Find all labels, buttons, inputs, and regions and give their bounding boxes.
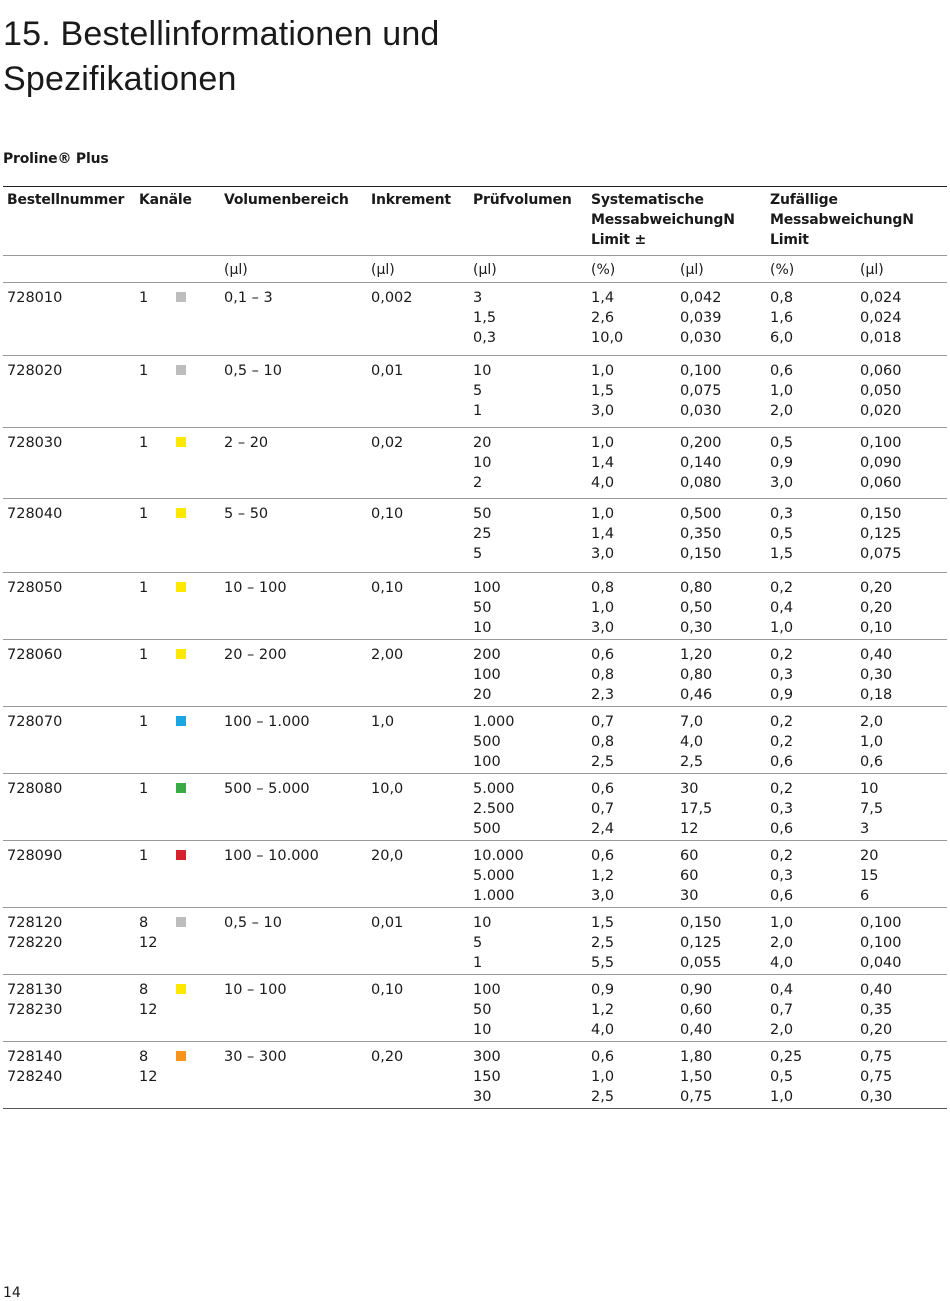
volume-range-cell: 20 – 200	[224, 647, 287, 663]
systematic-pct-cell: 1,0 1,4 4,0	[591, 435, 615, 491]
header-test-volume: Prüfvolumen	[473, 192, 572, 208]
random-ul-cell: 0,40 0,30 0,18	[860, 647, 893, 703]
test-volume-cell: 10 5 1	[473, 915, 492, 971]
order-number-cell: 728070	[7, 714, 63, 730]
increment-cell: 0,10	[371, 982, 404, 998]
increment-cell: 0,01	[371, 363, 404, 379]
test-volume-cell: 3 1,5 0,3	[473, 290, 497, 346]
test-volume-cell: 100 50 10	[473, 580, 501, 636]
color-code-swatch	[176, 716, 186, 726]
order-number-cell: 728030	[7, 435, 63, 451]
systematic-pct-cell: 0,7 0,8 2,5	[591, 714, 615, 770]
channels-cell: 1	[139, 363, 149, 379]
order-number-cell: 728120 728220	[7, 915, 63, 951]
color-code-swatch	[176, 437, 186, 447]
volume-range-cell: 5 – 50	[224, 506, 269, 522]
test-volume-cell: 1.000 500 100	[473, 714, 515, 770]
header-random-error: Zufällige MessabweichungN Limit	[770, 192, 914, 248]
random-pct-cell: 0,3 0,5 1,5	[770, 506, 794, 562]
systematic-pct-cell: 0,9 1,2 4,0	[591, 982, 615, 1038]
systematic-pct-cell: 0,6 0,7 2,4	[591, 781, 615, 837]
order-number-cell: 728040	[7, 506, 63, 522]
order-number-cell: 728050	[7, 580, 63, 596]
systematic-ul-cell: 1,20 0,80 0,46	[680, 647, 713, 703]
random-ul-cell: 0,024 0,024 0,018	[860, 290, 902, 346]
volume-range-cell: 10 – 100	[224, 580, 287, 596]
color-code-swatch	[176, 984, 186, 994]
systematic-ul-cell: 30 17,5 12	[680, 781, 713, 837]
header-increment: Inkrement	[371, 192, 451, 208]
volume-range-cell: 0,5 – 10	[224, 363, 282, 379]
random-ul-cell: 0,060 0,050 0,020	[860, 363, 902, 419]
order-number-cell: 728130 728230	[7, 982, 63, 1018]
channels-cell: 1	[139, 290, 149, 306]
random-ul-cell: 0,75 0,75 0,30	[860, 1049, 893, 1105]
test-volume-cell: 10 5 1	[473, 363, 492, 419]
random-pct-cell: 0,6 1,0 2,0	[770, 363, 794, 419]
volume-range-cell: 100 – 10.000	[224, 848, 319, 864]
unit-random-ul: (µl)	[860, 262, 884, 278]
volume-range-cell: 500 – 5.000	[224, 781, 310, 797]
random-pct-cell: 0,25 0,5 1,0	[770, 1049, 803, 1105]
unit-systematic-pct: (%)	[591, 262, 616, 278]
channels-cell: 8 12	[139, 915, 158, 951]
order-number-cell: 728140 728240	[7, 1049, 63, 1085]
increment-cell: 0,002	[371, 290, 413, 306]
table-body	[3, 283, 947, 1109]
increment-cell: 0,01	[371, 915, 404, 931]
table-row	[3, 707, 947, 774]
table-row	[3, 499, 947, 573]
increment-cell: 0,10	[371, 506, 404, 522]
increment-cell: 0,02	[371, 435, 404, 451]
header-systematic-error: Systematische MessabweichungN Limit ±	[591, 192, 735, 248]
test-volume-cell: 200 100 20	[473, 647, 501, 703]
random-ul-cell: 0,20 0,20 0,10	[860, 580, 893, 636]
random-ul-cell: 0,100 0,090 0,060	[860, 435, 902, 491]
unit-increment: (µl)	[371, 262, 395, 278]
channels-cell: 1	[139, 714, 149, 730]
unit-volume-range: (µl)	[224, 262, 248, 278]
channels-cell: 8 12	[139, 1049, 158, 1085]
channels-cell: 1	[139, 647, 149, 663]
unit-random-pct: (%)	[770, 262, 795, 278]
systematic-pct-cell: 0,6 1,2 3,0	[591, 848, 615, 904]
volume-range-cell: 0,5 – 10	[224, 915, 282, 931]
systematic-ul-cell: 0,200 0,140 0,080	[680, 435, 722, 491]
random-pct-cell: 0,8 1,6 6,0	[770, 290, 794, 346]
random-pct-cell: 0,4 0,7 2,0	[770, 982, 794, 1038]
random-ul-cell: 20 15 6	[860, 848, 879, 904]
random-pct-cell: 0,2 0,3 0,9	[770, 647, 794, 703]
random-pct-cell: 1,0 2,0 4,0	[770, 915, 794, 971]
color-code-swatch	[176, 917, 186, 927]
product-subtitle: Proline® Plus	[3, 151, 109, 167]
systematic-ul-cell: 0,500 0,350 0,150	[680, 506, 722, 562]
volume-range-cell: 30 – 300	[224, 1049, 287, 1065]
color-code-swatch	[176, 365, 186, 375]
random-pct-cell: 0,5 0,9 3,0	[770, 435, 794, 491]
table-row	[3, 428, 947, 499]
systematic-ul-cell: 60 60 30	[680, 848, 699, 904]
random-pct-cell: 0,2 0,2 0,6	[770, 714, 794, 770]
unit-test-volume: (µl)	[473, 262, 497, 278]
order-number-cell: 728080	[7, 781, 63, 797]
systematic-ul-cell: 0,100 0,075 0,030	[680, 363, 722, 419]
systematic-pct-cell: 1,0 1,4 3,0	[591, 506, 615, 562]
random-ul-cell: 10 7,5 3	[860, 781, 884, 837]
order-number-cell: 728010	[7, 290, 63, 306]
test-volume-cell: 50 25 5	[473, 506, 492, 562]
channels-cell: 1	[139, 506, 149, 522]
systematic-ul-cell: 1,80 1,50 0,75	[680, 1049, 713, 1105]
volume-range-cell: 2 – 20	[224, 435, 269, 451]
increment-cell: 1,0	[371, 714, 395, 730]
color-code-swatch	[176, 1051, 186, 1061]
systematic-pct-cell: 1,0 1,5 3,0	[591, 363, 615, 419]
channels-cell: 1	[139, 848, 149, 864]
table-row	[3, 841, 947, 908]
test-volume-cell: 10.000 5.000 1.000	[473, 848, 524, 904]
units-row	[3, 256, 947, 283]
random-ul-cell: 0,100 0,100 0,040	[860, 915, 902, 971]
channels-cell: 1	[139, 580, 149, 596]
color-code-swatch	[176, 582, 186, 592]
color-code-swatch	[176, 783, 186, 793]
volume-range-cell: 10 – 100	[224, 982, 287, 998]
test-volume-cell: 20 10 2	[473, 435, 492, 491]
random-pct-cell: 0,2 0,3 0,6	[770, 781, 794, 837]
table-row	[3, 573, 947, 640]
systematic-ul-cell: 7,0 4,0 2,5	[680, 714, 704, 770]
table-row	[3, 908, 947, 975]
table-row	[3, 975, 947, 1042]
unit-systematic-ul: (µl)	[680, 262, 704, 278]
color-code-swatch	[176, 649, 186, 659]
channels-cell: 1	[139, 781, 149, 797]
random-ul-cell: 0,40 0,35 0,20	[860, 982, 893, 1038]
systematic-pct-cell: 1,5 2,5 5,5	[591, 915, 615, 971]
header-channels: Kanäle	[139, 192, 192, 208]
increment-cell: 2,00	[371, 647, 404, 663]
random-pct-cell: 0,2 0,4 1,0	[770, 580, 794, 636]
systematic-pct-cell: 0,8 1,0 3,0	[591, 580, 615, 636]
volume-range-cell: 100 – 1.000	[224, 714, 310, 730]
order-number-cell: 728020	[7, 363, 63, 379]
systematic-pct-cell: 0,6 0,8 2,3	[591, 647, 615, 703]
volume-range-cell: 0,1 – 3	[224, 290, 273, 306]
systematic-ul-cell: 0,90 0,60 0,40	[680, 982, 713, 1038]
systematic-pct-cell: 0,6 1,0 2,5	[591, 1049, 615, 1105]
order-number-cell: 728090	[7, 848, 63, 864]
table-row	[3, 356, 947, 428]
page-title	[3, 12, 440, 102]
color-code-swatch	[176, 508, 186, 518]
systematic-ul-cell: 0,042 0,039 0,030	[680, 290, 722, 346]
color-code-swatch	[176, 292, 186, 302]
header-order-number: Bestellnummer	[7, 192, 125, 208]
order-number-cell: 728060	[7, 647, 63, 663]
page-number: 14	[3, 1285, 21, 1301]
increment-cell: 10,0	[371, 781, 404, 797]
increment-cell: 0,10	[371, 580, 404, 596]
increment-cell: 0,20	[371, 1049, 404, 1065]
systematic-ul-cell: 0,80 0,50 0,30	[680, 580, 713, 636]
increment-cell: 20,0	[371, 848, 404, 864]
random-ul-cell: 2,0 1,0 0,6	[860, 714, 884, 770]
table-row	[3, 640, 947, 707]
header-volume-range: Volumenbereich	[224, 192, 349, 208]
color-code-swatch	[176, 850, 186, 860]
test-volume-cell: 300 150 30	[473, 1049, 501, 1105]
table-header	[3, 186, 947, 256]
table-row	[3, 283, 947, 356]
random-pct-cell: 0,2 0,3 0,6	[770, 848, 794, 904]
table-row	[3, 1042, 947, 1109]
channels-cell: 1	[139, 435, 149, 451]
title-line-2: Spezifikationen	[3, 60, 237, 98]
systematic-pct-cell: 1,4 2,6 10,0	[591, 290, 624, 346]
systematic-ul-cell: 0,150 0,125 0,055	[680, 915, 722, 971]
test-volume-cell: 5.000 2.500 500	[473, 781, 515, 837]
spec-table	[3, 186, 947, 1109]
table-row	[3, 774, 947, 841]
channels-cell: 8 12	[139, 982, 158, 1018]
random-ul-cell: 0,150 0,125 0,075	[860, 506, 902, 562]
title-line-1: 15. Bestellinformationen und	[3, 15, 440, 53]
test-volume-cell: 100 50 10	[473, 982, 501, 1038]
